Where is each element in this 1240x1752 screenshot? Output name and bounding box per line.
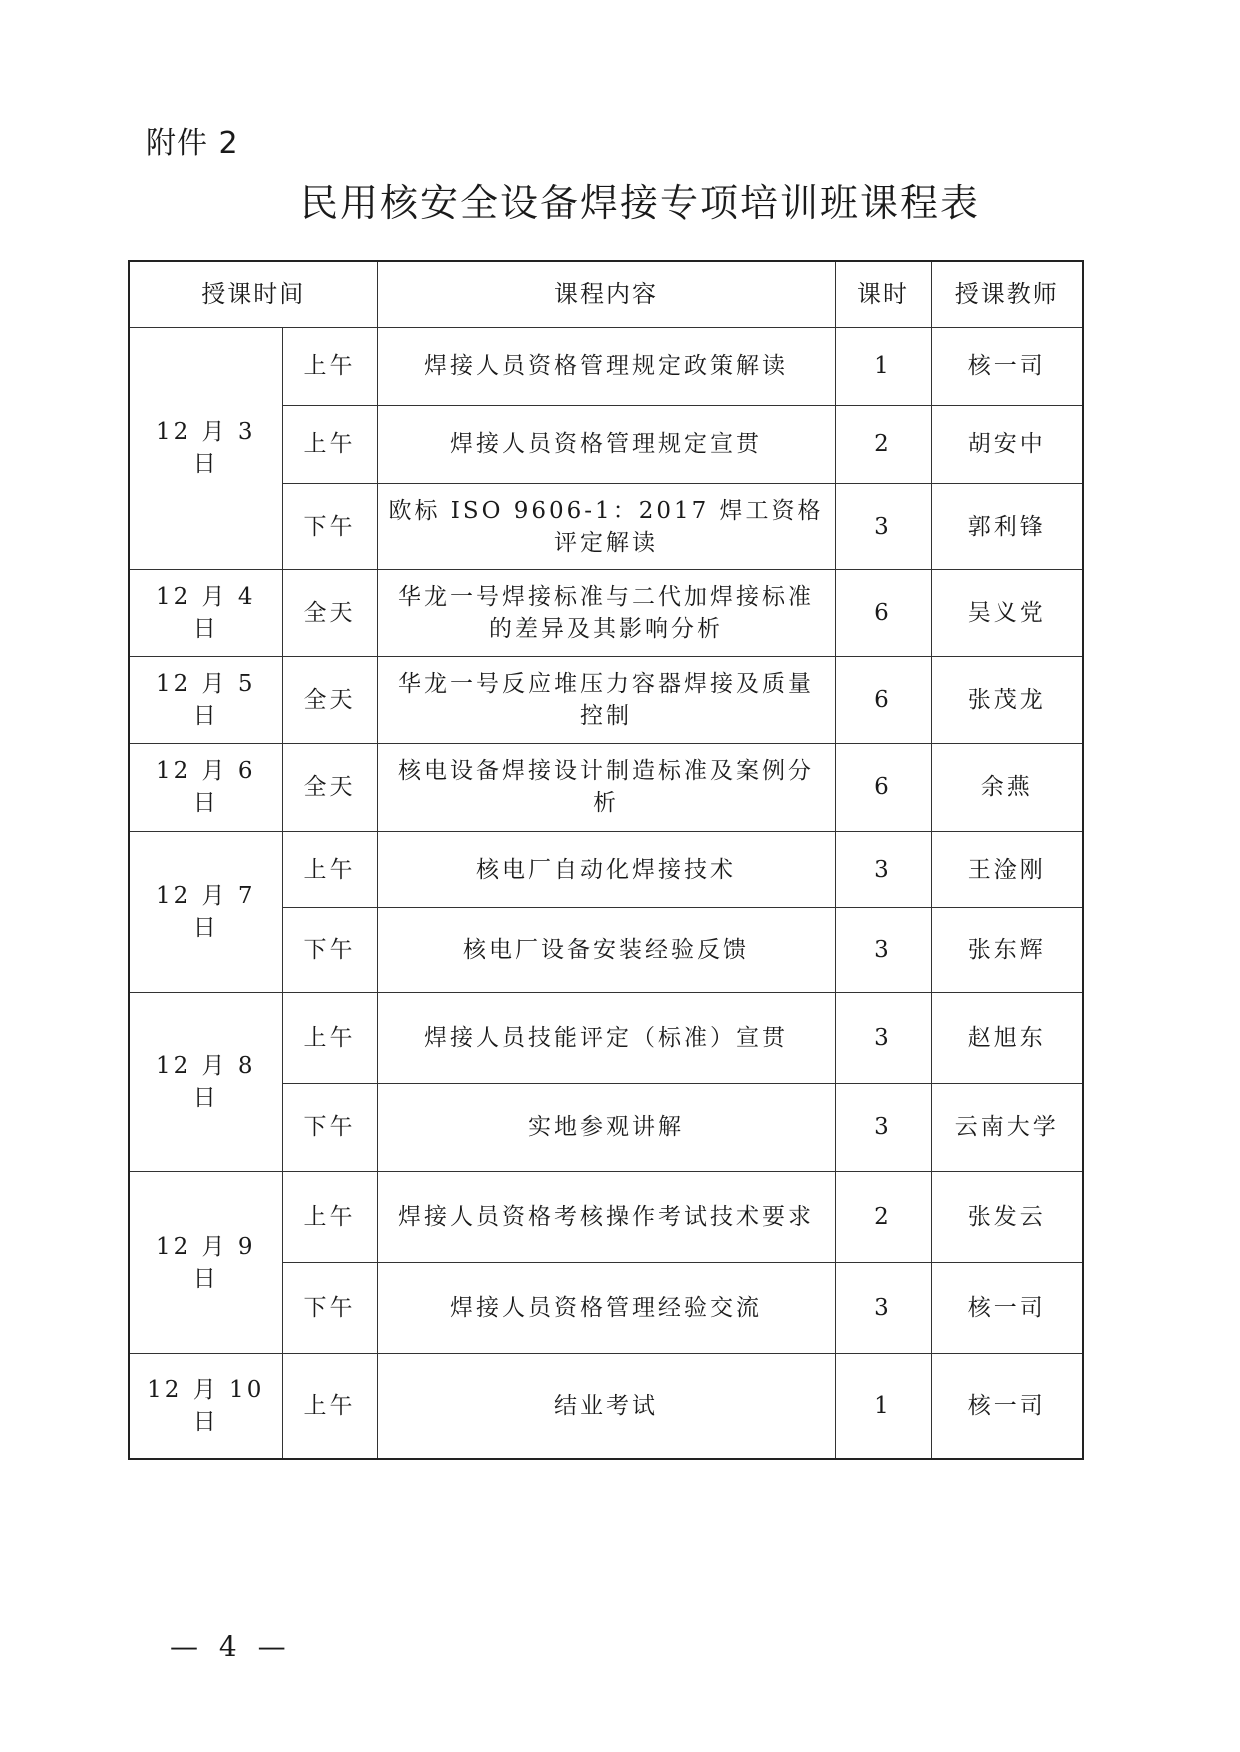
period-cell: 下午 — [282, 1083, 377, 1172]
content-cell: 焊接人员技能评定（标准）宣贯 — [377, 992, 835, 1083]
hours-cell: 3 — [835, 1263, 931, 1354]
period-cell: 全天 — [282, 656, 377, 743]
period-cell: 全天 — [282, 570, 377, 657]
date-cell: 12 月 8 日 — [129, 992, 282, 1172]
teacher-cell: 张发云 — [931, 1172, 1083, 1263]
hours-cell: 1 — [835, 327, 931, 405]
hours-cell: 6 — [835, 656, 931, 743]
table-row — [129, 1353, 1083, 1459]
teacher-cell: 胡安中 — [931, 405, 1083, 483]
teacher-cell: 赵旭东 — [931, 992, 1083, 1083]
table-row — [129, 743, 1083, 832]
hours-cell: 6 — [835, 570, 931, 657]
period-cell: 上午 — [282, 832, 377, 908]
content-cell: 核电厂自动化焊接技术 — [377, 832, 835, 908]
table-row — [129, 327, 1083, 405]
teacher-cell: 核一司 — [931, 1353, 1083, 1459]
date-cell: 12 月 5 日 — [129, 656, 282, 743]
period-cell: 上午 — [282, 992, 377, 1083]
content-cell: 焊接人员资格管理经验交流 — [377, 1263, 835, 1354]
content-cell: 实地参观讲解 — [377, 1083, 835, 1172]
hours-cell: 3 — [835, 992, 931, 1083]
period-cell: 上午 — [282, 1353, 377, 1459]
period-cell: 下午 — [282, 1263, 377, 1354]
teacher-cell: 核一司 — [931, 1263, 1083, 1354]
date-cell: 12 月 9 日 — [129, 1172, 282, 1354]
teacher-cell: 云南大学 — [931, 1083, 1083, 1172]
period-cell: 下午 — [282, 908, 377, 992]
period-cell: 全天 — [282, 743, 377, 832]
hours-cell: 3 — [835, 908, 931, 992]
table-row — [129, 992, 1083, 1083]
date-cell: 12 月 10 日 — [129, 1353, 282, 1459]
content-cell: 华龙一号焊接标准与二代加焊接标准的差异及其影响分析 — [377, 570, 835, 657]
hours-cell: 2 — [835, 405, 931, 483]
teacher-cell: 张茂龙 — [931, 656, 1083, 743]
header-time: 授课时间 — [129, 261, 377, 327]
content-cell: 核电设备焊接设计制造标准及案例分析 — [377, 743, 835, 832]
attachment-label: 附件 2 — [146, 126, 239, 161]
table-row — [129, 832, 1083, 908]
page-number: — 4 — — [170, 1630, 292, 1663]
date-cell: 12 月 3 日 — [129, 327, 282, 570]
teacher-cell: 王淦刚 — [931, 832, 1083, 908]
hours-cell: 3 — [835, 832, 931, 908]
content-cell: 结业考试 — [377, 1353, 835, 1459]
teacher-cell: 核一司 — [931, 327, 1083, 405]
content-cell: 华龙一号反应堆压力容器焊接及质量控制 — [377, 656, 835, 743]
hours-cell: 2 — [835, 1172, 931, 1263]
date-cell: 12 月 7 日 — [129, 832, 282, 992]
period-cell: 上午 — [282, 1172, 377, 1263]
table-header-row — [129, 261, 1083, 327]
hours-cell: 3 — [835, 1083, 931, 1172]
content-cell: 焊接人员资格考核操作考试技术要求 — [377, 1172, 835, 1263]
teacher-cell: 郭利锋 — [931, 483, 1083, 570]
document-title: 民用核安全设备焊接专项培训班课程表 — [299, 181, 980, 225]
hours-cell: 1 — [835, 1353, 931, 1459]
date-cell: 12 月 4 日 — [129, 570, 282, 657]
period-cell: 上午 — [282, 405, 377, 483]
content-cell: 核电厂设备安装经验反馈 — [377, 908, 835, 992]
hours-cell: 6 — [835, 743, 931, 832]
table-row — [129, 656, 1083, 743]
date-cell: 12 月 6 日 — [129, 743, 282, 832]
hours-cell: 3 — [835, 483, 931, 570]
teacher-cell: 吴义党 — [931, 570, 1083, 657]
period-cell: 上午 — [282, 327, 377, 405]
content-cell: 焊接人员资格管理规定宣贯 — [377, 405, 835, 483]
table-row — [129, 570, 1083, 657]
header-teacher: 授课教师 — [931, 261, 1083, 327]
period-cell: 下午 — [282, 483, 377, 570]
course-schedule-table — [128, 260, 1084, 1460]
header-hours: 课时 — [835, 261, 931, 327]
header-content: 课程内容 — [377, 261, 835, 327]
table-row — [129, 1172, 1083, 1263]
content-cell: 欧标 ISO 9606-1：2017 焊工资格评定解读 — [377, 483, 835, 570]
teacher-cell: 张东辉 — [931, 908, 1083, 992]
teacher-cell: 余燕 — [931, 743, 1083, 832]
content-cell: 焊接人员资格管理规定政策解读 — [377, 327, 835, 405]
